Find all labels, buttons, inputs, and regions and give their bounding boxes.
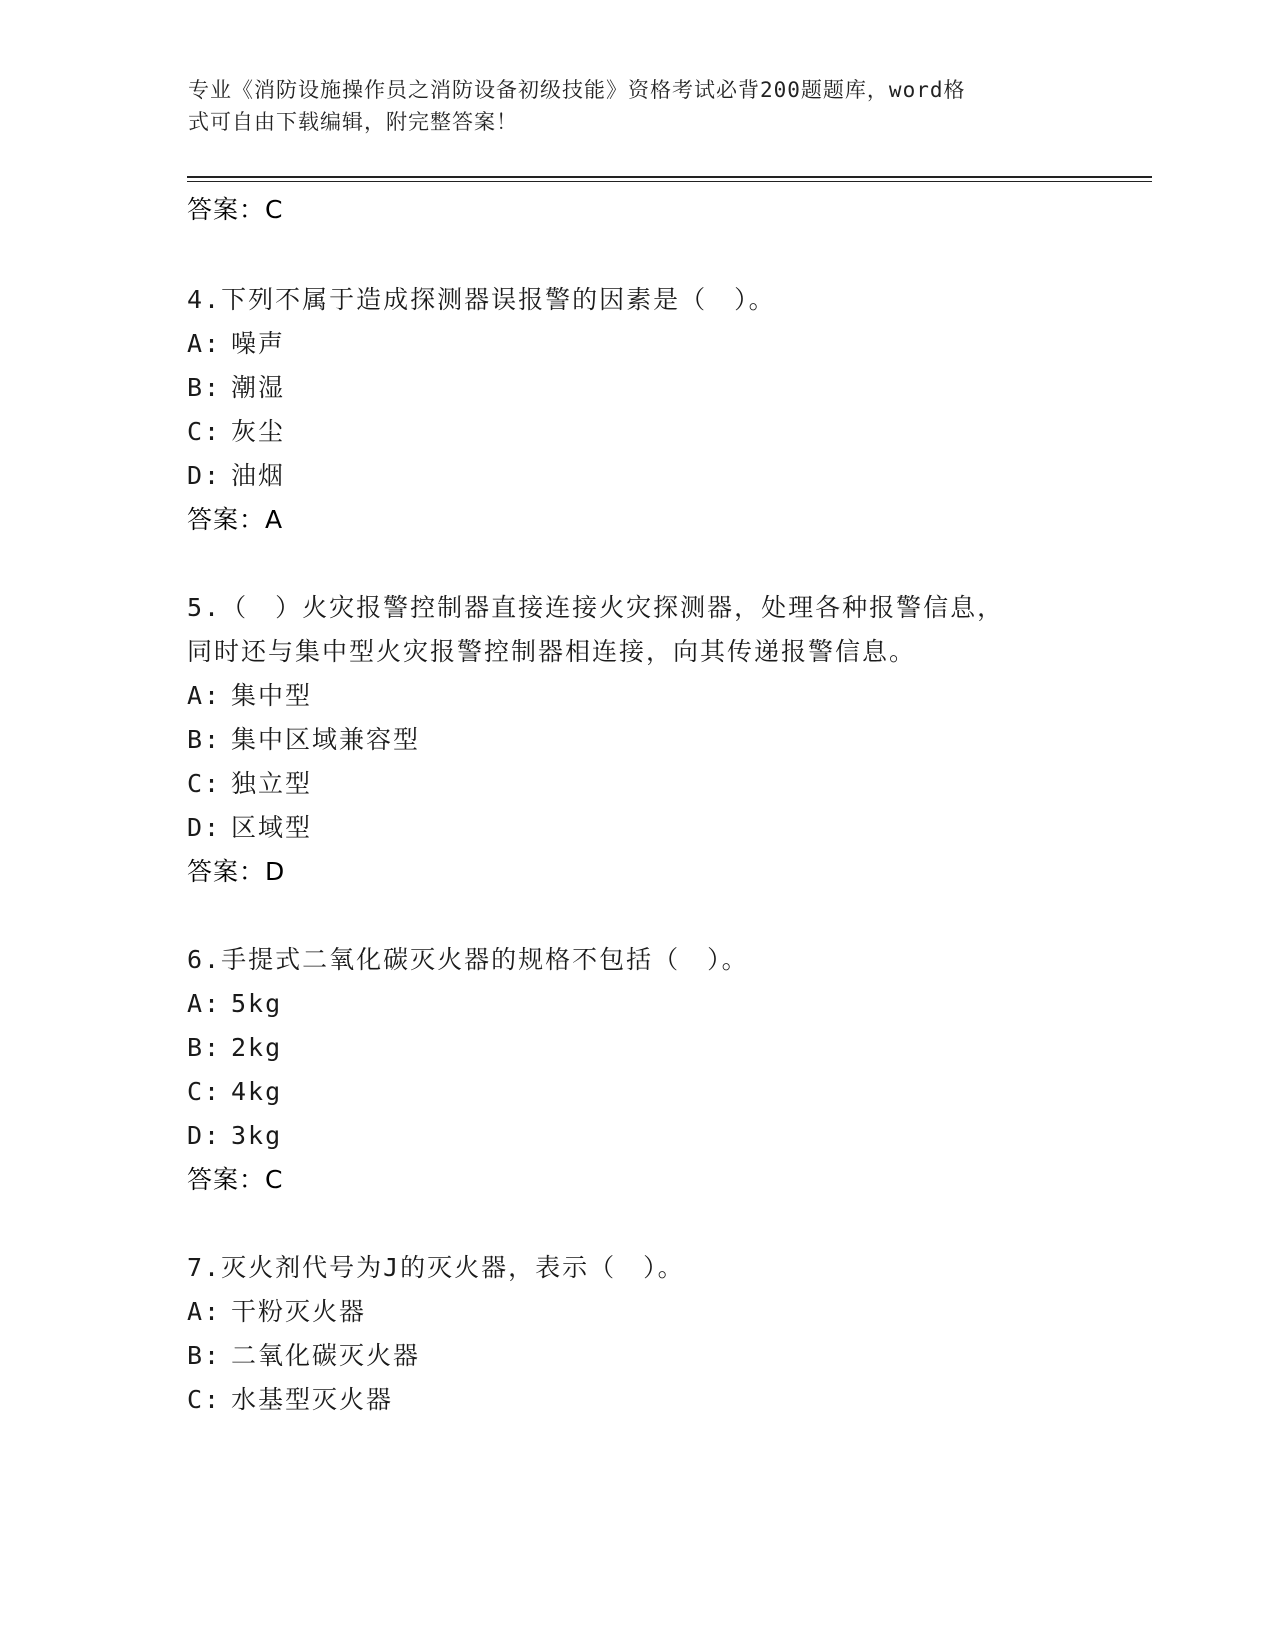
option-letter: C: bbox=[187, 769, 222, 798]
option-text: 4kg bbox=[231, 1077, 283, 1106]
question-5-stem-line-2: 同时还与集中型火灾报警控制器相连接，向其传递报警信息。 bbox=[187, 637, 917, 666]
question-4-stem: 4.下列不属于造成探测器误报警的因素是（ ）。 bbox=[187, 285, 776, 314]
option-text: 5kg bbox=[231, 989, 283, 1018]
option-text: 灰尘 bbox=[231, 417, 286, 446]
question-4-option-b bbox=[187, 372, 285, 404]
question-4-option-c bbox=[187, 416, 285, 448]
question-6-option-a bbox=[187, 988, 282, 1020]
document-header bbox=[188, 74, 1068, 138]
option-letter: B: bbox=[187, 1341, 222, 1370]
question-4-option-a bbox=[187, 328, 285, 360]
option-letter: D: bbox=[187, 1121, 222, 1150]
question-5-option-b bbox=[187, 724, 420, 756]
option-letter: D: bbox=[187, 461, 222, 490]
option-text: 3kg bbox=[231, 1121, 283, 1150]
option-text: 区域型 bbox=[231, 813, 313, 842]
question-6-option-b bbox=[187, 1032, 282, 1064]
question-7-stem: 7.灭火剂代号为J的灭火器，表示（ ）。 bbox=[187, 1253, 685, 1282]
question-5-option-c bbox=[187, 768, 312, 800]
option-letter: B: bbox=[187, 1033, 222, 1062]
option-text: 2kg bbox=[231, 1033, 283, 1062]
option-letter: B: bbox=[187, 725, 222, 754]
question-4-option-d bbox=[187, 460, 285, 492]
answer-q3: 答案：C bbox=[187, 195, 284, 224]
option-letter: A: bbox=[187, 989, 222, 1018]
option-letter: A: bbox=[187, 1297, 222, 1326]
option-text: 噪声 bbox=[231, 329, 286, 358]
option-letter: D: bbox=[187, 813, 222, 842]
option-text: 集中区域兼容型 bbox=[231, 725, 421, 754]
header-divider-thin bbox=[187, 181, 1152, 182]
option-text: 独立型 bbox=[231, 769, 313, 798]
header-line-2: 式可自由下载编辑，附完整答案！ bbox=[188, 110, 518, 134]
option-letter: A: bbox=[187, 681, 222, 710]
question-5-option-d bbox=[187, 812, 312, 844]
answer-q5: 答案：D bbox=[187, 857, 286, 886]
question-7-option-b bbox=[187, 1340, 420, 1372]
option-letter: C: bbox=[187, 1077, 222, 1106]
header-line-1: 专业《消防设施操作员之消防设备初级技能》资格考试必背200题题库，word格 bbox=[188, 78, 966, 102]
option-letter: C: bbox=[187, 417, 222, 446]
option-text: 干粉灭火器 bbox=[231, 1297, 367, 1326]
answer-q6: 答案：C bbox=[187, 1165, 284, 1194]
option-text: 水基型灭火器 bbox=[231, 1385, 394, 1414]
question-5-option-a bbox=[187, 680, 312, 712]
question-6-option-d bbox=[187, 1120, 282, 1152]
option-text: 二氧化碳灭火器 bbox=[231, 1341, 421, 1370]
question-7-option-a bbox=[187, 1296, 366, 1328]
option-letter: B: bbox=[187, 373, 222, 402]
question-7-option-c bbox=[187, 1384, 393, 1416]
option-text: 油烟 bbox=[231, 461, 286, 490]
question-5-stem-line-1: 5.（ ）火灾报警控制器直接连接火灾探测器，处理各种报警信息， bbox=[187, 593, 1005, 622]
option-text: 潮湿 bbox=[231, 373, 286, 402]
option-letter: C: bbox=[187, 1385, 222, 1414]
answer-q4: 答案：A bbox=[187, 505, 284, 534]
question-6-option-c bbox=[187, 1076, 282, 1108]
option-text: 集中型 bbox=[231, 681, 313, 710]
question-6-stem: 6.手提式二氧化碳灭火器的规格不包括（ ）。 bbox=[187, 945, 749, 974]
header-divider-thick bbox=[187, 176, 1152, 178]
option-letter: A: bbox=[187, 329, 222, 358]
